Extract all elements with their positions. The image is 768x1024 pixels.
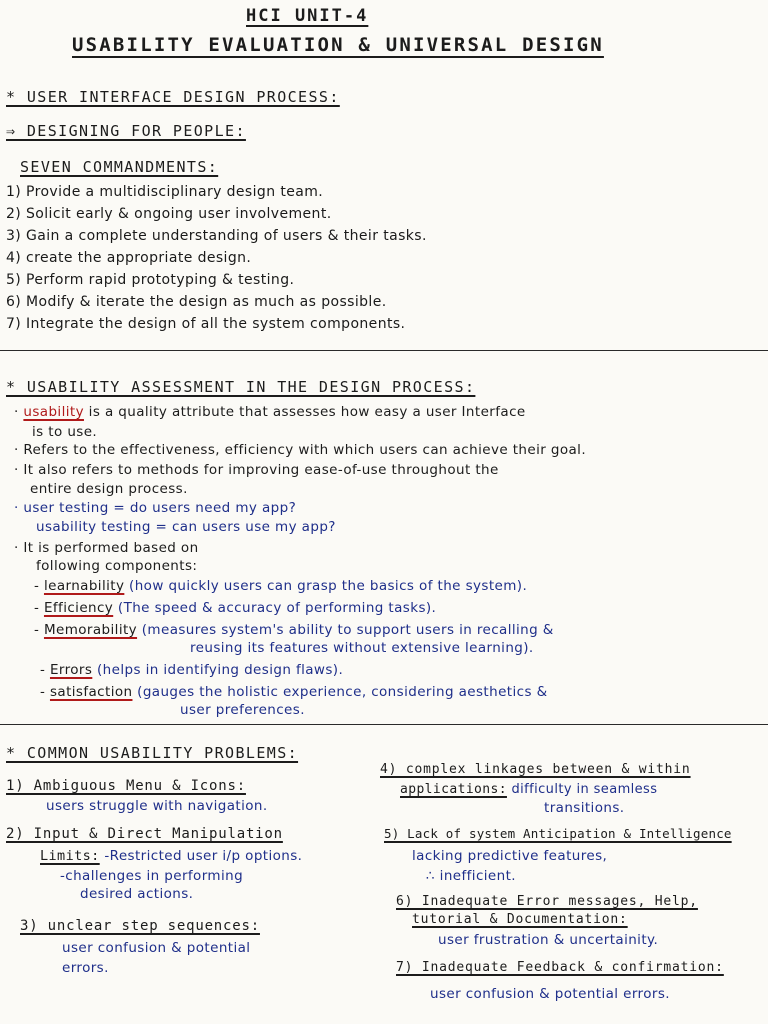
commandment-5: 5) Perform rapid prototyping & testing. — [6, 272, 295, 288]
section-heading-ui-design-process: * USER INTERFACE DESIGN PROCESS: — [6, 88, 340, 106]
problem-3-desc-1: user confusion & potential — [62, 940, 251, 956]
problem-2-title: 2) Input & Direct Manipulation — [6, 826, 283, 842]
label-seven-commandments: SEVEN COMMANDMENTS: — [20, 158, 219, 176]
subheading-designing-for-people: ⇒ DESIGNING FOR PEOPLE: — [6, 122, 246, 140]
component-term: Errors — [49, 662, 93, 678]
usability-definition: · usability is a quality attribute that assesses how easy a user Interface — [14, 404, 526, 420]
component-term: Efficiency — [43, 600, 114, 616]
section-divider — [0, 724, 768, 725]
commandment-7: 7) Integrate the design of all the system components. — [6, 316, 406, 332]
usability-term: usability — [23, 404, 84, 420]
component-term: learnability — [43, 578, 125, 594]
component-satisfaction: - satisfaction (gauges the holistic experience, considering aesthetics & — [40, 684, 548, 700]
unit-title: HCI UNIT-4 — [246, 6, 369, 26]
component-term: satisfaction — [49, 684, 133, 700]
problem-5-desc-2: ∴ inefficient. — [426, 868, 516, 884]
problem-3-desc-2: errors. — [62, 960, 109, 976]
bleed-through-text — [60, 10, 64, 25]
component-desc: (gauges the holistic experience, considering aesthetics & — [137, 684, 548, 700]
problem-1-desc: users struggle with navigation. — [46, 798, 268, 814]
page-title: USABILITY EVALUATION & UNIVERSAL DESIGN — [72, 34, 604, 56]
usability-testing-line: usability testing = can users use my app? — [36, 519, 336, 535]
component-desc: (The speed & accuracy of performing tasks). — [117, 600, 437, 616]
commandment-3: 3) Gain a complete understanding of users & their tasks. — [6, 228, 427, 244]
problem-2-limits: Limits: — [40, 848, 100, 864]
problem-2-limits-row — [40, 848, 302, 864]
problem-7-desc: user confusion & potential errors. — [430, 986, 670, 1002]
also-line-2: entire design process. — [30, 481, 188, 497]
component-desc: (measures system's ability to support users in recalling & — [141, 622, 554, 638]
component-term: Memorability — [43, 622, 138, 638]
problem-4-desc-1: difficulty in seamless — [511, 782, 658, 797]
problem-1-title: 1) Ambiguous Menu & Icons: — [6, 778, 246, 794]
problem-4-title-row — [400, 782, 657, 797]
problem-2-desc-1: -Restricted user i/p options. — [104, 848, 303, 864]
problem-7-title: 7) Inadequate Feedback & confirmation: — [396, 960, 724, 975]
also-line-1: · It also refers to methods for improving ease-of-use throughout the — [14, 462, 499, 478]
problem-2-desc-2: -challenges in performing — [60, 868, 244, 884]
section-heading-usability-assessment: * USABILITY ASSESSMENT IN THE DESIGN PROCESS: — [6, 378, 476, 396]
component-efficiency: - Efficiency (The speed & accuracy of performing tasks). — [34, 600, 437, 616]
refers-line: · Refers to the effectiveness, efficiency with which users can achieve their goal. — [14, 442, 587, 458]
problem-6-title-2: tutorial & Documentation: — [412, 912, 628, 927]
section-heading-common-problems: * COMMON USABILITY PROBLEMS: — [6, 744, 299, 762]
problem-5-title: 5) Lack of system Anticipation & Intelligence — [384, 826, 732, 841]
problem-6-desc: user frustration & uncertainity. — [438, 932, 659, 948]
commandment-4: 4) create the appropriate design. — [6, 250, 252, 266]
satisfaction-cont: user preferences. — [180, 702, 305, 718]
problem-5-desc-1: lacking predictive features, — [412, 848, 608, 864]
component-learnability: - learnability (how quickly users can grasp the basics of the system). — [34, 578, 528, 594]
section-divider — [0, 350, 768, 351]
commandment-6: 6) Modify & iterate the design as much as possible. — [6, 294, 387, 310]
performed-line-2: following components: — [36, 558, 198, 574]
problem-6-title-1: 6) Inadequate Error messages, Help, — [396, 894, 698, 909]
component-desc: (helps in identifying design flaws). — [97, 662, 344, 678]
problem-2-desc-3: desired actions. — [80, 886, 194, 902]
problem-4-desc-2: transitions. — [544, 800, 625, 816]
problem-4-title-2: applications: — [400, 782, 507, 797]
component-desc: (how quickly users can grasp the basics of the system). — [129, 578, 528, 594]
commandment-1: 1) Provide a multidisciplinary design team. — [6, 184, 324, 200]
memorability-cont: reusing its features without extensive learning). — [190, 640, 534, 656]
component-memorability: - Memorability (measures system's ability to support users in recalling & — [34, 622, 554, 638]
commandment-2: 2) Solicit early & ongoing user involvement. — [6, 206, 332, 222]
performed-line-1: · It is performed based on — [14, 540, 199, 556]
problem-3-title: 3) unclear step sequences: — [20, 918, 260, 934]
component-errors: - Errors (helps in identifying design flaws). — [40, 662, 344, 678]
usability-definition-text: is a quality attribute that assesses how easy a user Interface — [88, 404, 526, 420]
user-testing-line: · user testing = do users need my app? — [14, 500, 297, 516]
usability-definition-cont: is to use. — [32, 424, 98, 440]
problem-4-title-1: 4) complex linkages between & within — [380, 762, 691, 777]
